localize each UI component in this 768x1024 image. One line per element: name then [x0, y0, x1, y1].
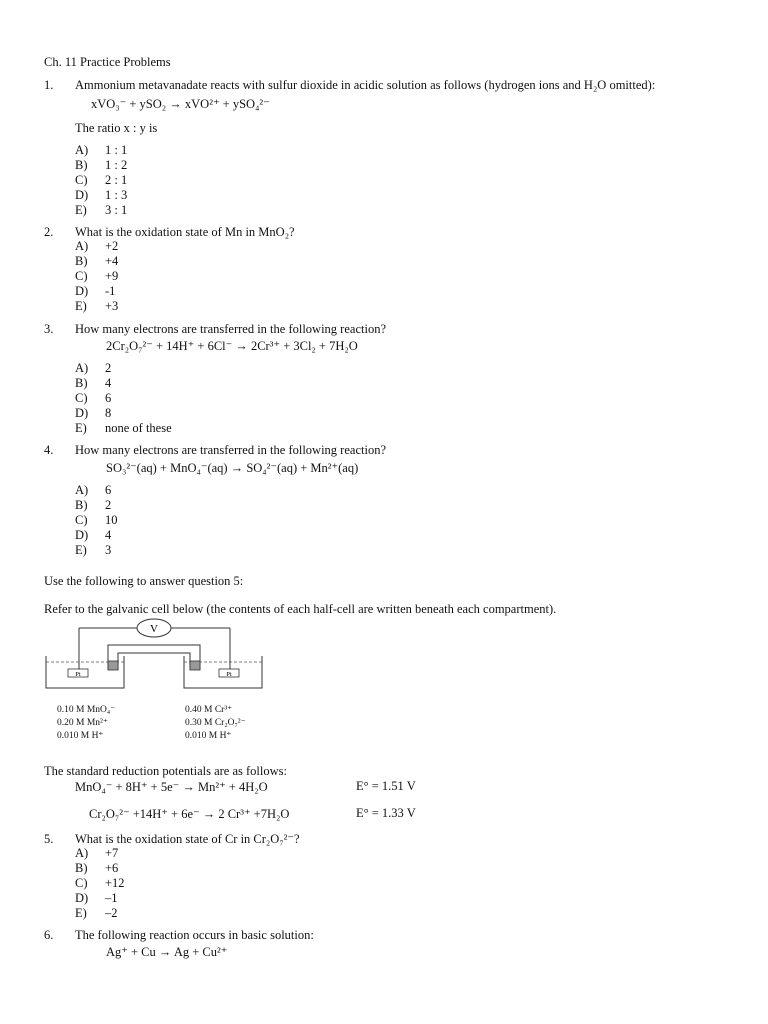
option-d: D) –1 [75, 891, 118, 905]
option-a: A) 1 : 1 [75, 143, 128, 157]
question-number: 5. [44, 832, 54, 846]
question-text: Ammonium metavanadate reacts with sulfur dioxide in acidic solution as follows (hydrogen ions and H₂O omitted): [75, 78, 656, 92]
option-b: B) 1 : 2 [75, 158, 128, 172]
question-number: 4. [44, 443, 54, 457]
option-e: E) 3 [75, 543, 112, 557]
salt-bridge [108, 645, 200, 670]
option-b: B) 2 [75, 498, 112, 512]
option-list [75, 846, 125, 921]
option-e: E) none of these [75, 421, 172, 435]
option-d: D) 8 [75, 406, 112, 420]
equation: SO₃²⁻(aq) + MnO₄⁻(aq) → SO₄²⁻(aq) + Mn²⁺(aq) [106, 461, 359, 475]
option-b: B) +4 [75, 254, 119, 268]
option-list [75, 143, 127, 218]
question-number: 2. [44, 225, 54, 239]
question-4 [44, 443, 386, 458]
option-b: B) 4 [75, 376, 112, 390]
question-2 [44, 225, 295, 240]
question-1 [44, 78, 655, 93]
potentials-intro: The standard reduction potentials are as follows: [44, 764, 287, 778]
question-text: How many electrons are transferred in the following reaction? [75, 322, 386, 336]
option-e: E) +3 [75, 299, 119, 313]
right-electrode-label: Pt [226, 671, 232, 678]
option-d: D) -1 [75, 284, 116, 298]
question-text: How many electrons are transferred in the following reaction? [75, 443, 386, 457]
half-reaction-1: MnO₄⁻ + 8H⁺ + 5e⁻ → Mn²⁺ + 4H₂O [75, 780, 268, 794]
half-reaction-2: Cr₂O₇²⁻ +14H⁺ + 6e⁻ → 2 Cr³⁺ +7H₂O [89, 807, 290, 821]
option-c: C) 10 [75, 513, 118, 527]
option-a: A) 2 [75, 361, 112, 375]
option-c: C) 6 [75, 391, 112, 405]
page-title: Ch. 11 Practice Problems [44, 55, 171, 69]
question-text: What is the oxidation state of Cr in Cr₂O₇²⁻? [75, 832, 300, 846]
question-text: The following reaction occurs in basic solution: [75, 928, 314, 942]
question-5 [44, 831, 300, 847]
instruction-text: Refer to the galvanic cell below (the contents of each half-cell are written beneath each compartment). [44, 602, 557, 616]
option-e: E) 3 : 1 [75, 203, 128, 217]
question-prompt: The ratio x : y is [75, 121, 158, 135]
option-b: B) +6 [75, 861, 119, 875]
option-d: D) 4 [75, 528, 112, 542]
left-electrode-label: Pt [75, 671, 81, 678]
option-list [75, 239, 118, 314]
potential-value-2: E° = 1.33 V [356, 806, 416, 820]
option-a: A) +2 [75, 239, 119, 253]
right-cell-contents: 0.40 M Cr³⁺ 0.30 M Cr₂O₇²⁻ 0.010 M H⁺ [185, 705, 246, 741]
question-text: What is the oxidation state of Mn in MnO₂? [75, 225, 295, 239]
question-6 [44, 928, 314, 943]
option-c: C) 2 : 1 [75, 173, 128, 187]
equation: xVO₃⁻ + ySO₂ → xVO²⁺ + ySO₄²⁻ [91, 97, 270, 111]
question-3 [44, 322, 386, 337]
question-number: 3. [44, 322, 54, 336]
option-c: C) +12 [75, 876, 125, 890]
option-a: A) +7 [75, 846, 119, 860]
left-cell-contents: 0.10 M MnO₄⁻ 0.20 M Mn²⁺ 0.010 M H⁺ [57, 705, 116, 741]
option-list [75, 361, 172, 436]
galvanic-cell-diagram [44, 612, 264, 752]
option-c: C) +9 [75, 269, 119, 283]
option-list [75, 483, 118, 558]
equation: Ag⁺ + Cu → Ag + Cu²⁺ [106, 945, 228, 959]
galvanic-cell-drawing [44, 612, 264, 702]
equation: 2Cr₂O₇²⁻ + 14H⁺ + 6Cl⁻ → 2Cr³⁺ + 3Cl₂ + 7H₂O [106, 339, 358, 353]
voltmeter-label: V [150, 623, 158, 635]
question-number: 6. [44, 928, 54, 942]
option-a: A) 6 [75, 483, 112, 497]
question-number: 1. [44, 78, 54, 92]
instruction-text: Use the following to answer question 5: [44, 574, 244, 588]
potential-value-1: E° = 1.51 V [356, 779, 416, 793]
option-e: E) –2 [75, 906, 118, 920]
option-d: D) 1 : 3 [75, 188, 128, 202]
